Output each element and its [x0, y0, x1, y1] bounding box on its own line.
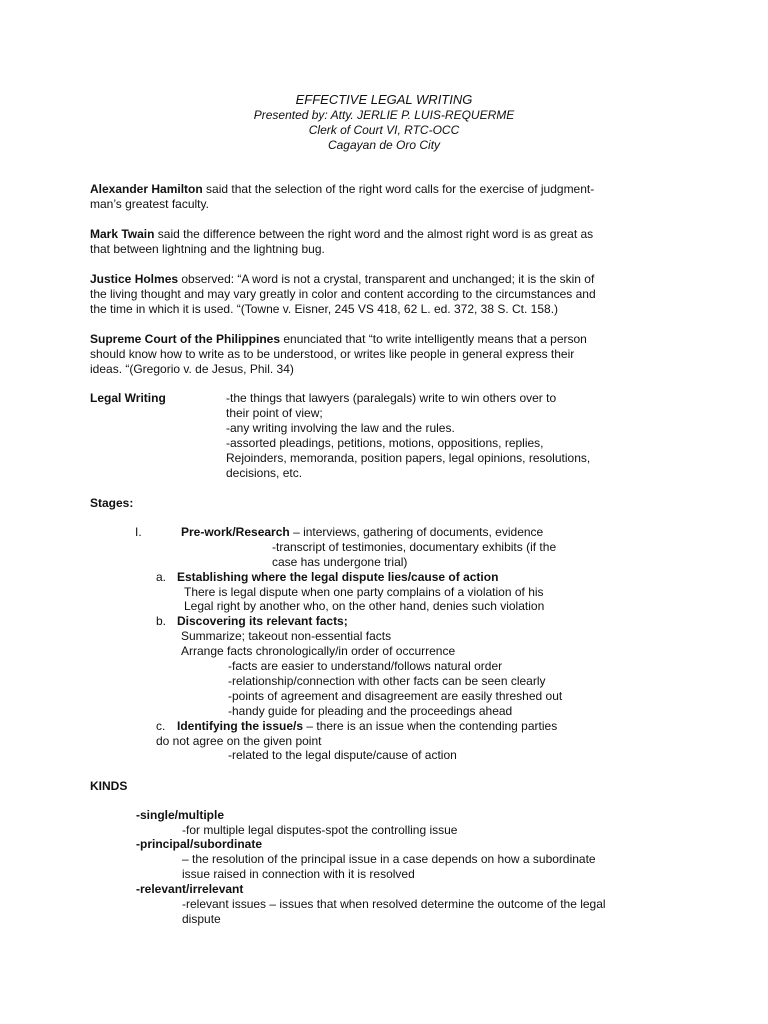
prework-text: – interviews, gathering of documents, evidence	[289, 525, 544, 539]
supreme-quote-line-1	[90, 332, 587, 347]
stage-roman-numeral: I.	[135, 525, 142, 539]
holmes-text-1: observed: “A word is not a crystal, transparent and unchanged; it is the skin of	[178, 272, 595, 286]
legal-writing-line: decisions, etc.	[226, 466, 303, 480]
supreme-text-1: enunciated that “to write intelligently means that a person	[280, 332, 587, 346]
step-b-label: b.	[156, 614, 167, 628]
holmes-quote-line-1	[90, 272, 594, 287]
step-a-title	[177, 570, 498, 585]
legal-writing-term-label: Legal Writing	[90, 391, 166, 405]
legal-writing-line: -assorted pleadings, petitions, motions, oppositions, replies,	[226, 436, 544, 450]
kinds-heading-label: KINDS	[90, 779, 128, 793]
legal-writing-term	[90, 391, 166, 406]
legal-writing-line: Rejoinders, memoranda, position papers, legal opinions, resolutions,	[226, 451, 591, 465]
step-b-line: Summarize; takeout non-essential facts	[181, 629, 392, 643]
step-b-subitem: -points of agreement and disagreement are easily threshed out	[228, 689, 563, 703]
step-b-title-text: Discovering its relevant facts;	[177, 614, 348, 628]
kind-relevant-title	[136, 882, 243, 897]
step-c-line	[177, 719, 557, 734]
kind-principal-title	[136, 837, 262, 852]
prework-subline: -transcript of testimonies, documentary exhibits (if the	[272, 540, 557, 554]
legal-writing-line: -any writing involving the law and the rules.	[226, 421, 455, 435]
step-b-subitem: -handy guide for pleading and the proceedings ahead	[228, 704, 513, 718]
step-c-line-3: -related to the legal dispute/cause of action	[228, 748, 457, 762]
document-title: EFFECTIVE LEGAL WRITING	[295, 92, 473, 107]
kind-relevant-desc: -relevant issues – issues that when resolved determine the outcome of the legal	[182, 897, 606, 911]
legal-writing-line: their point of view;	[226, 406, 323, 420]
step-c-line-2: do not agree on the given point	[156, 734, 322, 748]
holmes-quote-line-2: the living thought and may vary greatly in color and content according to the circumstances and	[90, 287, 596, 301]
supreme-quote-line-3: ideas. “(Gregorio v. de Jesus, Phil. 34)	[90, 362, 294, 376]
supreme-court-name: Supreme Court of the Philippines	[90, 332, 281, 346]
step-c-label: c.	[156, 719, 166, 733]
step-b-subitem: -facts are easier to understand/follows natural order	[228, 659, 503, 673]
stages-heading-label: Stages:	[90, 496, 134, 510]
step-a-line: Legal right by another who, on the other hand, denies such violation	[184, 599, 545, 613]
step-a-line: There is legal dispute when one party complains of a violation of his	[184, 585, 544, 599]
prework-title: Pre-work/Research	[181, 525, 290, 539]
kind-principal-desc: issue raised in connection with it is resolved	[182, 867, 415, 881]
kind-relevant-desc: dispute	[182, 912, 221, 926]
kinds-heading	[90, 779, 127, 794]
twain-quote-line-2: that between lightning and the lightning bug.	[90, 242, 325, 256]
step-c-title: Identifying the issue/s	[177, 719, 304, 733]
step-b-title	[177, 614, 348, 629]
city-line: Cagayan de Oro City	[327, 138, 441, 152]
kind-single-title	[136, 808, 224, 823]
step-b-subitem: -relationship/connection with other facts can be seen clearly	[228, 674, 546, 688]
kind-relevant-title-text: -relevant/irrelevant	[136, 882, 244, 896]
holmes-name: Justice Holmes	[90, 272, 179, 286]
legal-writing-line: -the things that lawyers (paralegals) write to win others over to	[226, 391, 557, 405]
hamilton-quote-line-2: man’s greatest faculty.	[90, 197, 209, 211]
presenter-line: Presented by: Atty. JERLIE P. LUIS-REQUERME	[253, 108, 515, 122]
twain-quote-line-1	[90, 227, 593, 242]
supreme-quote-line-2: should know how to write as to be understood, or writes like people in general express their	[90, 347, 575, 361]
twain-text-1: said the difference between the right word and the almost right word is as great as	[154, 227, 594, 241]
kind-principal-title-text: -principal/subordinate	[136, 837, 263, 851]
hamilton-name: Alexander Hamilton	[90, 182, 203, 196]
hamilton-quote-line-1	[90, 182, 594, 197]
kind-principal-desc: – the resolution of the principal issue in a case depends on how a subordinate	[182, 852, 596, 866]
kind-single-title-text: -single/multiple	[136, 808, 225, 822]
prework-line	[181, 525, 543, 540]
kind-single-desc: -for multiple legal disputes-spot the controlling issue	[182, 823, 458, 837]
prework-subline: case has undergone trial)	[272, 555, 408, 569]
position-line: Clerk of Court VI, RTC-OCC	[308, 123, 460, 137]
stages-heading	[90, 496, 133, 511]
step-a-title-text: Establishing where the legal dispute lies/cause of action	[177, 570, 499, 584]
hamilton-text-1: said that the selection of the right word calls for the exercise of judgment-	[202, 182, 595, 196]
step-a-label: a.	[156, 570, 167, 584]
step-b-line: Arrange facts chronologically/in order of occurrence	[181, 644, 456, 658]
holmes-quote-line-3: the time in which it is used. “(Towne v. Eisner, 245 VS 418, 62 L. ed. 372, 38 S. Ct. 158.)	[90, 302, 559, 316]
twain-name: Mark Twain	[90, 227, 155, 241]
step-c-text: – there is an issue when the contending parties	[303, 719, 558, 733]
